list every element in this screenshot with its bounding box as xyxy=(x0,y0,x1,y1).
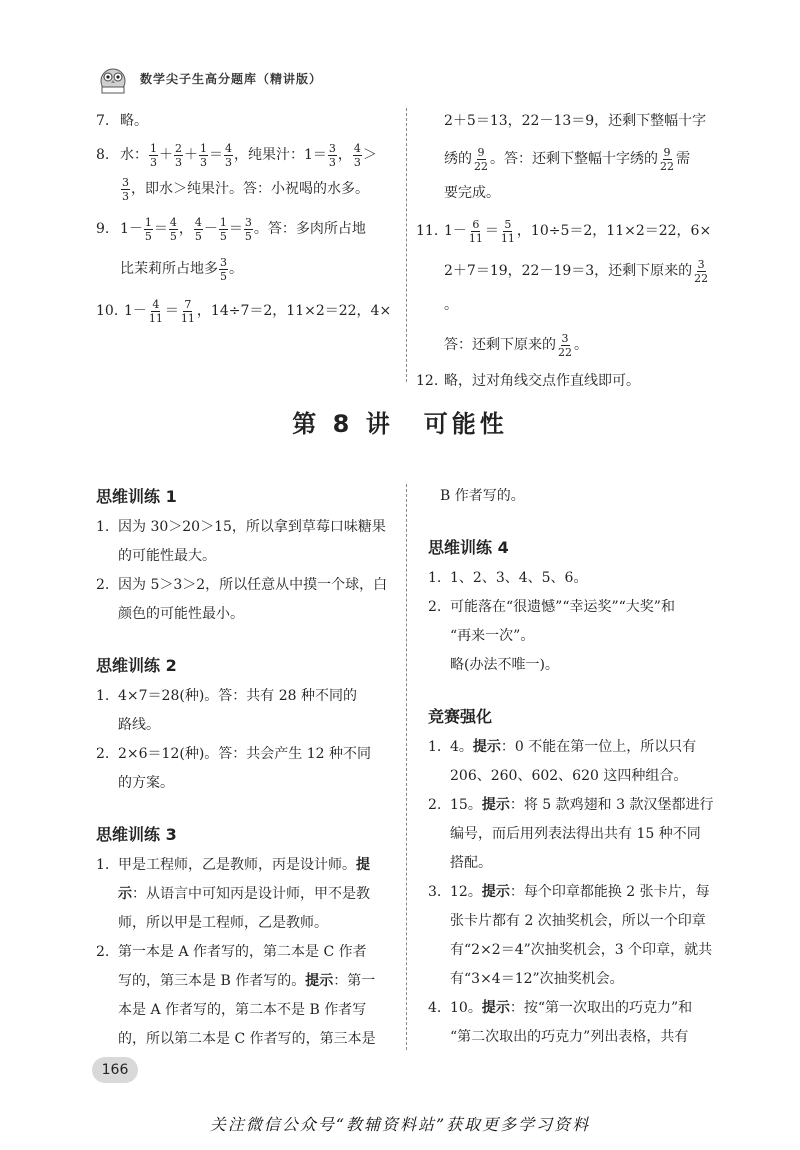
list-item: 2. 2×6＝12(种)。答：共会产生 12 种不同 的方案。 xyxy=(96,746,371,791)
fraction: $\frac{1}{5}$ xyxy=(144,215,152,243)
section-heading: 竞赛强化 xyxy=(428,707,493,726)
fraction: $\frac{2}{3}$ xyxy=(175,141,182,169)
section-heading: 思维训练 3 xyxy=(96,825,177,844)
fraction: $\frac{4}{3}$ xyxy=(353,141,361,169)
answer-7: 7. 略。 xyxy=(96,113,148,129)
list-item: 2. 因为 5＞3＞2，所以任意从中摸一个球，白 颜色的可能性最小。 xyxy=(96,577,388,622)
column-divider-lower xyxy=(406,484,407,1050)
answer-12: 12. 略，过对角线交点作直线即可。 xyxy=(416,373,640,389)
page-header xyxy=(96,56,322,100)
fraction: $\frac{5}{11}$ xyxy=(500,217,515,245)
chapter-title: 第 8 讲 可能性 xyxy=(292,410,508,438)
fraction: $\frac{3}{3}$ xyxy=(328,141,336,169)
answers-left-top xyxy=(96,104,406,328)
list-item: 1. 1、2、3、4、5、6。 xyxy=(428,570,588,586)
column-divider xyxy=(406,108,407,382)
fraction: $\frac{3}{22}$ xyxy=(558,331,572,359)
page-number: 166 xyxy=(92,1057,138,1083)
list-item: 1. 4×7＝28(种)。答：共有 28 种不同的 路线。 xyxy=(96,688,357,733)
footer-watermark: 关注微信公众号“教辅资料站”获取更多学习资料 xyxy=(209,1115,591,1134)
answer-10-continued: 2＋5＝13，22－13＝9，还剩下整幅十字 绣的 $\frac{9}{22}$ 。答：还剩下整幅十字绣的 $\frac{9}{22}$ 需 要完成。 xyxy=(444,113,707,201)
fraction: $\frac{4}{3}$ xyxy=(225,141,232,169)
fraction: $\frac{1}{3}$ xyxy=(200,141,207,169)
answers-right-bottom xyxy=(428,480,716,1052)
fraction: $\frac{6}{11}$ xyxy=(468,217,483,245)
answers-right-top xyxy=(416,104,716,398)
list-item: 2. 15。提示：将 5 款鸡翅和 3 款汉堡都进行 编号，而后用列表法得出共有 15 种不同 搭配。 xyxy=(428,797,714,871)
fraction: $\frac{7}{11}$ xyxy=(180,297,195,325)
answer-9: 9. 1－ $\frac{1}{5}$ ＝ $\frac{4}{5}$ ， $\frac{4}{5}$ － $\frac{1}{5}$ ＝ $\frac{3}{5}$ 。答：多肉所占地 比茉莉所占地多 $\frac{3}{5}$ 。 xyxy=(96,215,366,283)
fraction: $\frac{1}{3}$ xyxy=(150,141,157,169)
list-item: 4. 10。提示：按“第一次取出的巧克力”和 “第二次取出的巧克力”列出表格，共有 xyxy=(428,1000,693,1045)
section-heading: 思维训练 2 xyxy=(96,656,177,675)
answer-8: 8. 水： $\frac{1}{3}$ ＋ $\frac{2}{3}$ ＋ $\frac{1}{3}$ ＝ $\frac{4}{3}$ ，纯果汁：1＝ $\frac{3}{3}$ ， $\frac{4}{3}$ ＞ $\frac{3}{3}$ ，即水＞纯果汁。答：小祝喝的水多。 xyxy=(96,141,377,203)
list-item: 1. 甲是工程师，乙是教师，丙是设计师。提 示：从语言中可知丙是设计师，甲不是教 师，所以甲是工程师，乙是教师。 xyxy=(96,857,370,931)
fraction: $\frac{3}{5}$ xyxy=(220,255,227,283)
answers-left-bottom xyxy=(96,480,406,1054)
fraction: $\frac{9}{22}$ xyxy=(474,145,488,173)
fraction: $\frac{3}{22}$ xyxy=(694,257,709,285)
fraction: $\frac{3}{3}$ xyxy=(122,175,129,203)
section-heading: 思维训练 4 xyxy=(428,538,509,557)
fraction: $\frac{4}{5}$ xyxy=(169,215,177,243)
fraction: $\frac{4}{5}$ xyxy=(194,215,202,243)
list-item: 1. 4。提示：0 不能在第一位上，所以只有 206、260、602、620 这四种组合。 xyxy=(428,739,697,784)
list-item: 1. 因为 30＞20＞15，所以拿到草莓口味糖果 的可能性最大。 xyxy=(96,519,386,564)
section-heading: 思维训练 1 xyxy=(96,487,177,506)
fraction: $\frac{3}{5}$ xyxy=(244,215,252,243)
answer-continued: B 作者写的。 xyxy=(440,488,525,504)
fraction: $\frac{9}{22}$ xyxy=(660,145,674,173)
owl-mascot-icon xyxy=(96,61,130,95)
fraction: $\frac{1}{5}$ xyxy=(219,215,227,243)
list-item: 2. 第一本是 A 作者写的，第二本是 C 作者 写的，第三本是 B 作者写的。提示：第一 本是 A 作者写的，第二本不是 B 作者写 的，所以第二本是 C 作者写的，第三本是 xyxy=(96,944,376,1047)
book-title: 数学尖子生高分题库（精讲版） xyxy=(140,71,323,86)
fraction: $\frac{4}{11}$ xyxy=(148,297,163,325)
answer-10: 10. 1－ $\frac{4}{11}$ ＝ $\frac{7}{11}$ ，14÷7＝2，11×2＝22，4× xyxy=(96,297,392,325)
answer-11: 11. 1－ $\frac{6}{11}$ ＝ $\frac{5}{11}$ ，10÷5＝2，11×2＝22，6× 2＋7＝19，22－19＝3，还剩下原来的 $\frac{3}{22}$ 。 答：还剩下原来的 $\frac{3}{22}$ 。 xyxy=(416,217,712,359)
list-item: 2. 可能落在“很遗憾”“幸运奖”“大奖”和 “再来一次”。 略(办法不唯一)。 xyxy=(428,599,675,673)
list-item: 3. 12。提示：每个印章都能换 2 张卡片，每 张卡片都有 2 次抽奖机会，所以一个印章 有“2×2＝4”次抽奖机会，3 个印章，就共 有“3×4＝12”次抽奖机会。 xyxy=(428,884,713,987)
